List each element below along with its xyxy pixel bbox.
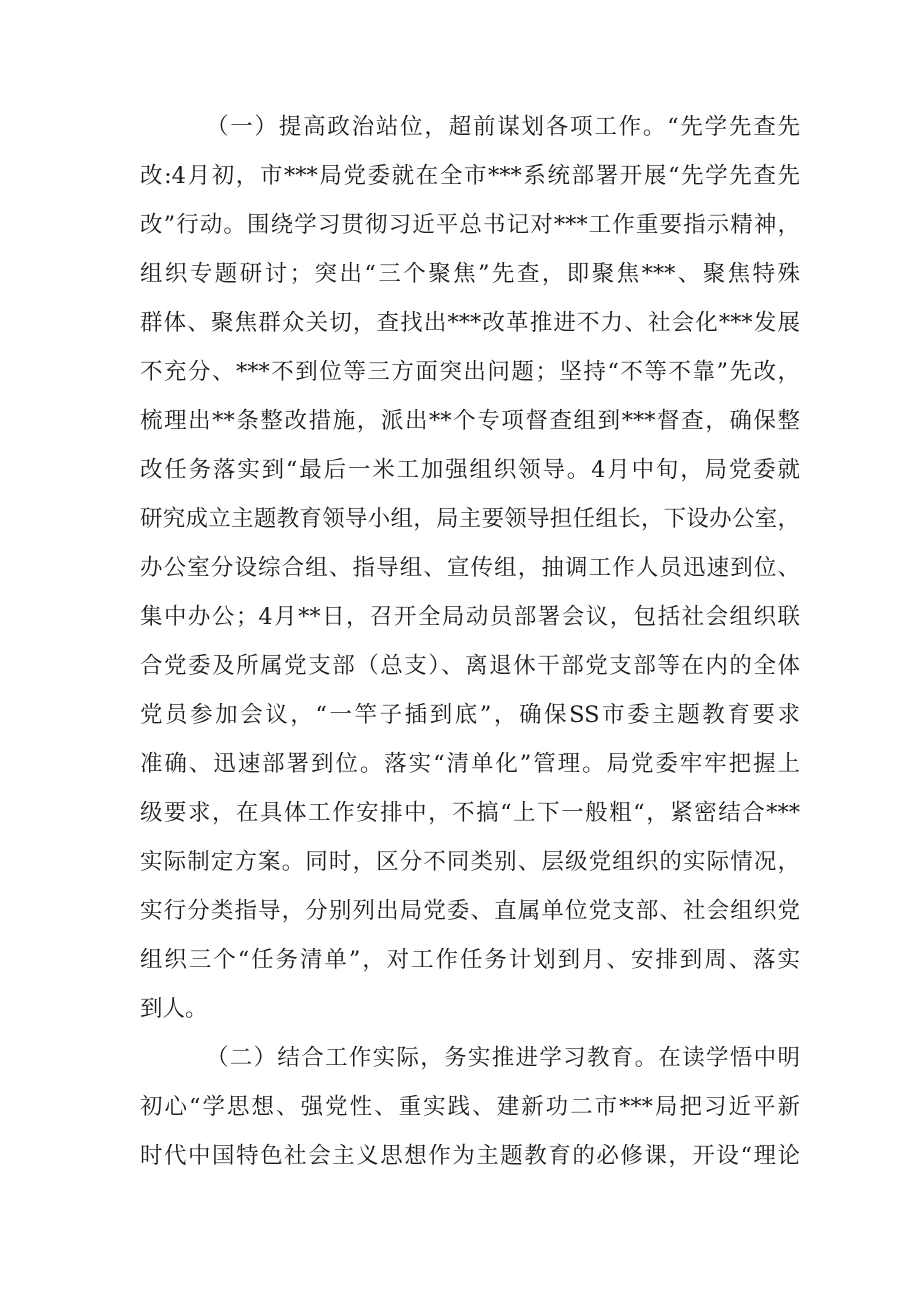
paragraph-2 [140, 1034, 800, 1181]
paragraph-line: 实际制定方案。同时，区分不同类别、层级党组织的实际情况， [140, 849, 800, 875]
paragraph-line: 办公室分设综合组、指导组、宣传组，抽调工作人员迅速到位、 [140, 555, 800, 581]
paragraph-line: 准确、迅速部署到位。落实“清单化”管理。局党委牢牢把握上 [140, 751, 800, 777]
paragraph-line: 改:4月初，市***局党委就在全市***系统部署开展“先学先查先 [140, 163, 800, 189]
paragraph-line: 初心“学思想、强党性、重实践、建新功二市***局把习近平新 [140, 1094, 800, 1120]
paragraph-line: （一）提高政治站位，超前谋划各项工作。“先学先查先 [206, 114, 800, 140]
paragraph-line: 组织专题研讨；突出“三个聚焦”先查，即聚焦***、聚焦特殊 [140, 261, 800, 287]
paragraph-line: 党员参加会议，“一竿子插到底”，确保SS市委主题教育要求 [140, 702, 800, 728]
paragraph-line: 改任务落实到“最后一米工加强组织领导。4月中旬，局党委就 [140, 457, 800, 483]
paragraph-line: 梳理出**条整改措施，派出**个专项督查组到***督查，确保整 [140, 408, 800, 434]
paragraph-line: 改”行动。围绕学习贯彻习近平总书记对***工作重要指示精神， [140, 212, 800, 238]
paragraph-1 [140, 103, 800, 1034]
paragraph-line: 组织三个“任务清单”，对工作任务计划到月、安排到周、落实 [140, 947, 800, 973]
paragraph-line: 合党委及所属党支部（总支）、离退休干部党支部等在内的全体 [140, 653, 800, 679]
paragraph-line: 级要求，在具体工作安排中，不搞“上下一般粗“，紧密结合*** [140, 800, 800, 826]
paragraph-line: 集中办公；4月**日，召开全局动员部署会议，包括社会组织联 [140, 604, 800, 630]
document-body [140, 103, 800, 1181]
paragraph-line: 研究成立主题教育领导小组，局主要领导担任组长，下设办公室， [140, 506, 800, 532]
paragraph-line: 不充分、***不到位等三方面突出问题；坚持“不等不靠”先改， [140, 359, 800, 385]
paragraph-line: 实行分类指导，分别列出局党委、直属单位党支部、社会组织党 [140, 898, 800, 924]
paragraph-line: 到人。 [140, 996, 208, 1022]
paragraph-line: 时代中国特色社会主义思想作为主题教育的必修课，开设“理论 [140, 1143, 800, 1169]
paragraph-line: （二）结合工作实际，务实推进学习教育。在读学悟中明 [206, 1045, 800, 1071]
paragraph-line: 群体、聚焦群众关切，查找出***改革推进不力、社会化***发展 [140, 310, 800, 336]
